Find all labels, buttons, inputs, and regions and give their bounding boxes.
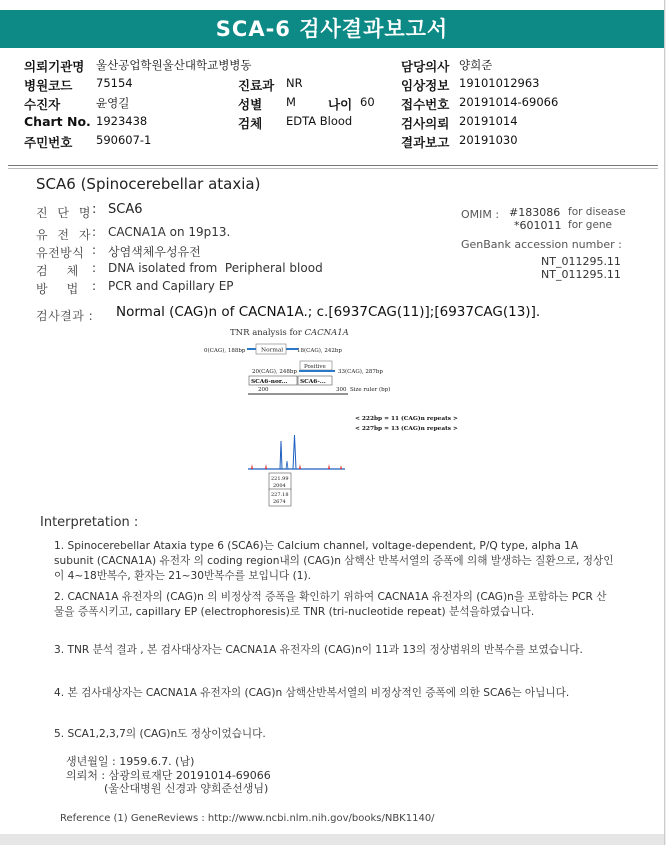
- header-label: 진료과: [238, 78, 275, 93]
- header-value: 590607-1: [96, 133, 152, 147]
- header-row: [24, 114, 224, 129]
- field-label: 방 법: [36, 282, 79, 296]
- repeat-note: < 227bp = 13 (CAG)n repeats >: [355, 426, 458, 432]
- tnr-figure: [200, 323, 500, 518]
- test-heading: SCA6 (Spinocerebellar ataxia): [36, 175, 261, 193]
- size-marker: [340, 465, 342, 469]
- reference-link[interactable]: Reference (1) GeneReviews : http://www.ncbi.nlm.nih.gov/books/NBK1140/: [60, 813, 435, 824]
- header-value: 울산공업학원울산대학교병병동: [96, 58, 252, 72]
- age-value: 60: [360, 95, 375, 109]
- field-colon: :: [92, 261, 97, 275]
- sca6-normal-box-label: SCA6-nor...: [251, 379, 288, 385]
- field-value: 상염색체우성유전: [108, 245, 201, 259]
- header-value: 양희준: [459, 58, 493, 72]
- omim-gene-id: *601011: [514, 219, 562, 232]
- positive-left-label: 20(CAG), 248bp: [252, 369, 297, 375]
- stutter-peak: [286, 461, 288, 469]
- interpretation-item: 3. TNR 분석 결과 , 본 검사대상자는 CACNA1A 유전자의 (CAG)n이 11과 13의 정상범위의 반복수를 보였습니다.: [54, 644, 583, 656]
- header-row: [238, 76, 398, 94]
- peak-13-repeats: [291, 435, 298, 469]
- ruler-label: Size ruler (bp): [350, 387, 391, 393]
- header-value: 20191014-69066: [459, 95, 559, 109]
- header-label: 임상정보: [401, 78, 450, 93]
- sca6-positive-box-label: SCA6-...: [300, 379, 326, 385]
- interpretation-item: 4. 본 검사대상자는 CACNA1A 유전자의 (CAG)n 삼핵산반복서열의 비정상적인 증폭에 의한 SCA6는 아닙니다.: [54, 687, 570, 699]
- header-label: 검사의뢰: [401, 116, 450, 131]
- header-value: EDTA Blood: [286, 114, 353, 128]
- peak-2-height: 2674: [273, 499, 286, 505]
- normal-left-label: 0(CAG), 188bp: [204, 348, 246, 354]
- referrer-note: (울산대병원 신경과 양희준선생님): [104, 782, 269, 795]
- header-value: 19101012963: [459, 76, 540, 90]
- header-row: [401, 133, 601, 151]
- figure-title: TNR analysis for CACNA1A: [230, 328, 349, 338]
- header-row: [401, 114, 601, 132]
- header-label: 수진자: [24, 97, 61, 112]
- header-value: NR: [286, 76, 303, 90]
- omim-disease-id: #183086: [509, 206, 561, 219]
- result-label: 검사결과 :: [36, 309, 94, 323]
- size-marker: [265, 464, 267, 469]
- field-colon: :: [92, 279, 97, 293]
- header-label: 담당의사: [401, 59, 450, 74]
- header-row: [401, 76, 601, 94]
- header-label: 접수번호: [401, 97, 450, 112]
- genbank-label: GenBank accession number :: [461, 238, 622, 251]
- header-value: 윤영길: [96, 96, 130, 110]
- ruler-tick-200: 200: [258, 387, 269, 393]
- peak-1-size: 221.99: [271, 476, 289, 482]
- field-value: PCR and Capillary EP: [108, 279, 234, 293]
- header-row: [24, 76, 224, 94]
- header-value: 20191014: [459, 114, 518, 128]
- genbank-accession: NT_011295.11: [541, 255, 621, 268]
- header-row: [24, 95, 224, 113]
- genbank-accession: NT_011295.11: [541, 268, 621, 281]
- header-label: Chart No.: [24, 114, 91, 129]
- referrer: 의뢰처 : 삼광의료재단 20191014-69066: [66, 769, 271, 782]
- header-row: [238, 114, 398, 132]
- field-colon: :: [92, 243, 97, 257]
- header-row: [401, 57, 601, 75]
- field-value: CACNA1A on 19p13.: [108, 225, 231, 239]
- field-colon: :: [92, 202, 97, 217]
- positive-box-label: Positive: [304, 364, 326, 370]
- repeat-note: < 222bp = 11 (CAG)n repeats >: [355, 416, 458, 422]
- header-row: [24, 133, 224, 151]
- footer-band: [0, 834, 664, 845]
- peak-2-size: 227.18: [271, 492, 289, 498]
- field-colon: :: [92, 225, 97, 239]
- header-label: 결과보고: [401, 135, 450, 150]
- divider: [8, 165, 658, 166]
- field-value: SCA6: [108, 202, 143, 217]
- header-label: 의뢰기관명: [24, 59, 85, 74]
- age-label: 나이: [328, 97, 353, 112]
- header-label: 성별: [238, 97, 263, 112]
- omim-gene-note: for gene: [568, 219, 613, 231]
- interpretation-item: 5. SCA1,2,3,7의 (CAG)n도 정상이었습니다.: [54, 728, 266, 740]
- omim-disease-note: for disease: [568, 206, 626, 218]
- peak-11-repeats: [278, 441, 284, 469]
- header-value: 1923438: [96, 114, 148, 128]
- birth-date: 생년월일 : 1959.6.7. (남): [66, 755, 195, 768]
- header-row: [24, 57, 252, 75]
- field-label: 진 단 명: [36, 206, 94, 220]
- interpretation-heading: Interpretation :: [40, 515, 139, 530]
- field-label: 검 체: [36, 264, 79, 278]
- size-marker: [328, 464, 330, 469]
- omim-label: OMIM :: [461, 208, 500, 221]
- header-value: 75154: [96, 76, 133, 90]
- peak-1-height: 2004: [273, 483, 286, 489]
- interpretation-item: 2. CACNA1A 유전자의 (CAG)n 의 비정상적 증폭을 확인하기 위하여 CACNA1A 유전자의 (CAG)n을 포함하는 PCR 산물을 증폭시키고, capillary EP (electrophoresis)로 TNR (tri-nucleotide repeat) 분석을하였습니다.: [54, 591, 607, 618]
- result-value: Normal (CAG)n of CACNA1A.; c.[6937CAG(11)];[6937CAG(13)].: [116, 304, 541, 320]
- report-title: SCA-6 검사결과보고서: [0, 10, 664, 48]
- field-label: 유전방식: [36, 246, 85, 260]
- field-label: 유 전 자: [36, 228, 94, 242]
- size-marker: [251, 464, 253, 469]
- header-value: 20191030: [459, 133, 518, 147]
- normal-box-label: Normal: [261, 347, 284, 354]
- field-value: DNA isolated from Peripheral blood: [108, 261, 323, 275]
- header-row: [401, 95, 601, 113]
- header-row: [238, 95, 398, 113]
- header-label: 검체: [238, 116, 263, 131]
- size-marker: [299, 464, 301, 469]
- divider: [8, 168, 658, 169]
- header-label: 병원코드: [24, 78, 73, 93]
- ruler-tick-300: 300: [336, 387, 347, 393]
- normal-right-label: 18(CAG), 242bp: [297, 348, 342, 354]
- header-value: M: [286, 95, 296, 109]
- interpretation-item: 1. Spinocerebellar Ataxia type 6 (SCA6)는 Calcium channel, voltage-dependent, P/Q type, alpha 1A subunit (CACNA1A) 유전자 의 coding region내의 (CAG)n 삼핵산 반복서열의 증폭에 의해 발생하는 질환으로, 정상인이 4~18반복수, 환자는 21~30반복수를 보입니다 (1).: [54, 540, 614, 582]
- positive-right-label: 33(CAG), 287bp: [338, 369, 383, 375]
- header-label: 주민번호: [24, 135, 73, 150]
